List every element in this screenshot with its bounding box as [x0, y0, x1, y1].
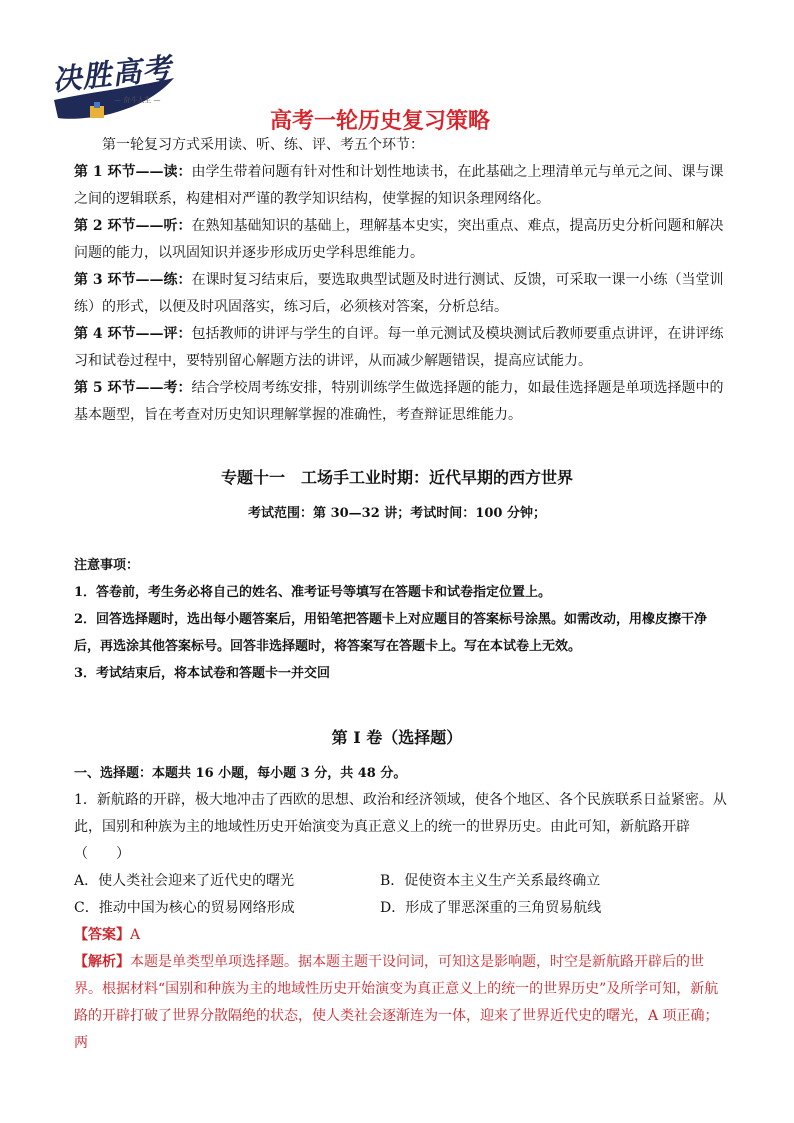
step-3 [74, 267, 724, 321]
step-text: 包括教师的讲评与学生的自评。每一单元测试及模块测试后教师要重点讲评，在讲评练习和试卷过程中，要特别留心解题方法的讲评，从而减少解题错误，提高应试能力。 [74, 326, 724, 369]
option-c: C．推动中国为核心的贸易网络形成 [74, 900, 295, 916]
page-title: 高考一轮历史复习策略 [270, 109, 491, 134]
analysis-label: 【解析】 [74, 954, 130, 970]
logo-small-text: — 奋斗人生 — [114, 96, 161, 104]
analysis [74, 949, 728, 1057]
intro-text: 第一轮复习方式采用读、听、练、评、考五个环节： [102, 137, 424, 153]
question-section [74, 760, 728, 1057]
notice-item: 3．考试结束后，将本试卷和答题卡一并交回 [74, 666, 331, 681]
step-2 [74, 213, 724, 267]
step-text: 在课时复习结束后，要选取典型试题及时进行测试、反馈，可采取一课一小练（当堂训练）的形式，以便及时巩固落实，练习后，必须核对答案，分析总结。 [74, 272, 724, 315]
step-text: 由学生带着问题有针对性和计划性地读书，在此基础之上理清单元与单元之间、课与课之间的逻辑联系，构建相对严谨的教学知识结构，使掌握的知识条理网络化。 [74, 164, 724, 207]
notice-item: 2．回答选择题时，选出每小题答案后，用铅笔把答题卡上对应题目的答案标号涂黑。如需改动，用橡皮擦干净后，再选涂其他答案标号。回答非选择题时，将答案写在答题卡上。写在本试卷上无效。 [74, 612, 708, 654]
step-label: 第 1 环节——读： [74, 164, 192, 180]
strategy-section [74, 132, 724, 429]
step-label: 第 5 环节——考： [74, 380, 192, 396]
step-label: 第 2 环节——听： [74, 218, 192, 234]
option-b: B．促使资本主义生产关系最终确立 [380, 873, 601, 889]
section-title: 专题十一 工场手工业时期：近代早期的西方世界 [220, 468, 573, 487]
option-d: D．形成了罪恶深重的三角贸易航线 [380, 900, 602, 916]
exam-scope: 考试范围：第 30—32 讲；考试时间：100 分钟； [248, 506, 546, 521]
answer-label: 【答案】 [74, 927, 130, 943]
question-stem: 1．新航路的开辟，极大地冲击了西欧的思想、政治和经济领域，使各个地区、各个民族联系日益紧密。从此，国别和种族为主的地域性历史开始演变为真正意义上的统一的世界历史。由此可知，新航路开辟（ ） [74, 792, 727, 862]
step-text: 结合学校周考练安排，特别训练学生做选择题的能力，如最佳选择题是单项选择题中的基本题型，旨在考查对历史知识理解掌握的准确性，考查辩证思维能力。 [74, 380, 724, 423]
logo [50, 48, 190, 138]
step-label: 第 3 环节——练： [74, 272, 192, 288]
volume-title: 第 I 卷（选择题） [331, 728, 463, 747]
step-4 [74, 321, 724, 375]
options [74, 868, 728, 922]
notice-item: 1．答卷前，考生务必将自己的姓名、准考证号等填写在答题卡和试卷指定位置上。 [74, 585, 552, 600]
part-heading: 一、选择题：本题共 16 小题，每小题 3 分，共 48 分。 [74, 766, 407, 781]
notice-section [74, 552, 724, 687]
notice-heading: 注意事项： [74, 558, 140, 573]
step-label: 第 4 环节——评： [74, 326, 192, 342]
step-1 [74, 159, 724, 213]
answer-line [74, 922, 728, 949]
option-a: A．使人类社会迎来了近代史的曙光 [74, 873, 295, 889]
logo-text: 决胜高考 [50, 50, 174, 98]
answer-value: A [130, 927, 141, 943]
analysis-text: 本题是单类型单项选择题。据本题主题干设问词，可知这是影响题，时空是新航路开辟后的世界。根据材料“国别和种族为主的地域性历史开始演变为真正意义上的统一的世界历史”及所学可知，新航路的开辟打破了世界分散隔绝的状态，使人类社会逐渐连为一体，迎来了世界近代史的曙光，A 项正确；两 [74, 954, 719, 1051]
step-5 [74, 375, 724, 429]
step-text: 在熟知基础知识的基础上，理解基本史实，突出重点、难点，提高历史分析问题和解决问题的能力，以巩固知识并逐步形成历史学科思维能力。 [74, 218, 724, 261]
